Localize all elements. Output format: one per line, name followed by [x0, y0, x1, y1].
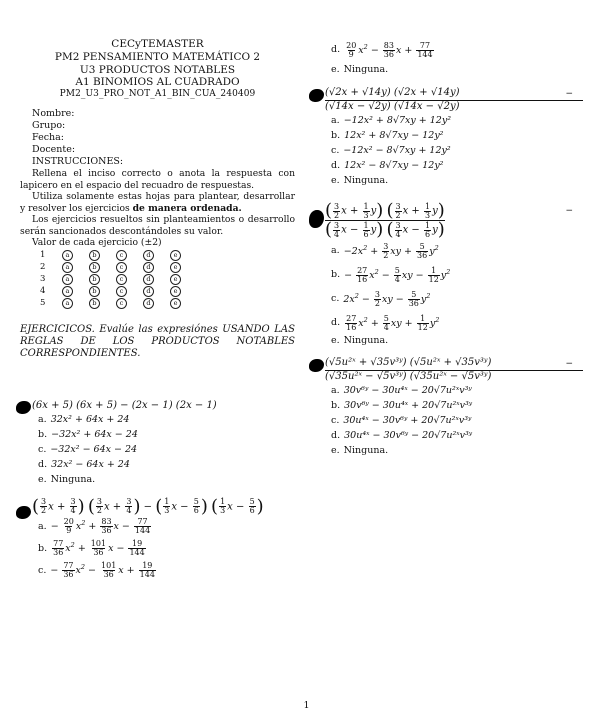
option-value: −12x² + 8√7xy + 12y² — [343, 114, 452, 126]
question-3-option-c[interactable] — [325, 143, 583, 158]
answer-bubble-e[interactable]: e — [170, 286, 181, 297]
question-4-option-e[interactable] — [325, 335, 583, 347]
instructions-p3: Los ejercicios resueltos sin planteamientos o desarrollo serán sancionados descontándoles su valor. — [20, 214, 295, 237]
question-4-option-d[interactable]: d. $\frac{27}{16}$ $x^2$ + $\frac{5}{4}$ xy + $\frac{1}{12}$ $y^2$ — [331, 313, 440, 332]
option-label: d. — [38, 459, 48, 471]
option-label: b. — [331, 269, 341, 281]
field-nombre[interactable]: Nombre: — [32, 108, 75, 120]
header-activity: A1 BINOMIOS AL CUADRADO — [75, 76, 240, 89]
answer-bubble-e[interactable]: e — [170, 298, 181, 309]
question-4-option-a[interactable]: a. $-2x^2$ + $\frac{3}{2}$ xy + $\frac{5}{36}$ $y^2$ — [331, 241, 439, 260]
question-4-dash: − — [565, 206, 573, 216]
option-value: Ninguna. — [343, 63, 389, 75]
option-value: 12x² − 8√7xy − 12y² — [344, 159, 444, 171]
question-1 — [20, 400, 295, 488]
page-number: 1 — [303, 700, 310, 711]
option-label: d. — [331, 317, 341, 329]
question-2-option-d[interactable]: d. $\frac{20}{9}$ $x^2$ − $\frac{83}{36}$ x + $\frac{77}{144}$ — [331, 40, 433, 59]
option-value: 32x² + 64x + 24 — [50, 414, 130, 426]
answer-bubble-c[interactable]: c — [116, 250, 127, 261]
question-1-option-c[interactable] — [32, 443, 295, 458]
option-label: e. — [331, 63, 340, 75]
question-3-option-a[interactable] — [325, 113, 583, 128]
question-1-option-e[interactable] — [32, 473, 295, 488]
option-label: d. — [331, 429, 341, 441]
option-value: 32x² − 64x + 24 — [51, 459, 130, 471]
option-label: e. — [331, 174, 340, 186]
option-label: a. — [331, 245, 340, 257]
option-value: 30v⁶ʸ − 30u⁴ˣ + 20√7u²ˣv³ʸ — [344, 399, 473, 411]
option-label: c. — [38, 444, 47, 456]
header-course: PM2 PENSAMIENTO MATEMÁTICO 2 — [54, 50, 261, 63]
question-5-numerator: (√5u²ˣ + √35v³ʸ) (√5u²ˣ + √35v³ʸ) — [325, 357, 492, 368]
question-3-option-e[interactable] — [325, 173, 583, 188]
question-4-option-b[interactable]: b. − $\frac{27}{16}$ $x^2$ − $\frac{5}{4}$ xy − $\frac{1}{12}$ $y^2$ — [331, 265, 451, 284]
exercises-text: Evalúe las expresiónes USANDO LAS REGLAS DE LOS PRODUCTOS NOTABLES CORRESPONDIENTES. — [20, 323, 295, 359]
question-2-expression: ( $\frac{3}{2}$ x + $\frac{3}{4}$ ) ( $\frac{3}{2}$ x + $\frac{3}{4}$ ) − ( $\frac{1}{3}$ x − $\frac{5}{6}$ ) ( $\frac{1}{3}$ x − $\frac{5}{6}$ ) — [32, 495, 264, 517]
answer-grid-row — [40, 262, 295, 274]
option-label: c. — [331, 293, 340, 305]
option-label: e. — [331, 335, 340, 347]
option-value: Ninguna. — [343, 444, 389, 456]
answer-bubble-b[interactable]: b — [89, 298, 100, 309]
question-5-option-d[interactable] — [325, 428, 583, 443]
question-5-option-c[interactable] — [325, 413, 583, 428]
option-value: 30u⁴ˣ − 30v⁶ʸ + 20√7u²ˣv³ʸ — [343, 414, 472, 426]
question-1-expression: (6x + 5) (6x + 5) − (2x − 1) (2x − 1) — [32, 400, 217, 412]
answer-bubble-e[interactable]: e — [170, 250, 181, 261]
answer-grid-row-number: 3 — [40, 274, 46, 285]
question-2-option-a[interactable]: a. − $\frac{20}{9}$ $x^2$ + $\frac{83}{36}$ x − $\frac{77}{144}$ — [38, 517, 151, 536]
filled-mark-icon — [309, 359, 324, 372]
question-5-option-e[interactable] — [325, 443, 583, 458]
header-unit: U3 PRODUCTOS NOTABLES — [79, 63, 236, 76]
answer-bubble-a[interactable]: a — [62, 286, 73, 297]
answer-bubble-c[interactable]: c — [116, 298, 127, 309]
question-1-option-a[interactable] — [32, 413, 295, 428]
option-label: d. — [331, 159, 341, 171]
option-value: 12x² + 8√7xy − 12y² — [344, 129, 444, 141]
option-label: a. — [38, 520, 47, 532]
filled-mark-icon — [16, 506, 31, 519]
question-4-option-c[interactable]: c. $2x^2$ − $\frac{3}{2}$ xy − $\frac{5}{36}$ $y^2$ — [331, 289, 431, 308]
exercises-heading — [20, 324, 295, 361]
question-5-option-b[interactable] — [325, 398, 583, 413]
answer-bubble-d[interactable]: d — [143, 250, 154, 261]
option-value: 30v⁶ʸ − 30u⁴ˣ − 20√7u²ˣv³ʸ — [343, 384, 472, 396]
question-5-option-a[interactable] — [325, 383, 583, 398]
question-2-option-c[interactable]: c. − $\frac{77}{36}$ $x^2$ − $\frac{101}{36}$ x + $\frac{19}{144}$ — [38, 561, 155, 580]
option-label: b. — [38, 542, 48, 554]
option-value: Ninguna. — [50, 474, 96, 486]
answer-grid-row-number: 5 — [40, 298, 46, 309]
filled-mark-icon — [16, 401, 31, 414]
option-value: Ninguna. — [343, 335, 389, 347]
instructions-p2-bold: de manera ordenada. — [132, 202, 242, 214]
question-3-option-b[interactable] — [325, 128, 583, 143]
answer-bubble-b[interactable]: b — [89, 286, 100, 297]
answer-bubble-d[interactable]: d — [143, 274, 154, 285]
answer-bubble-b[interactable]: b — [89, 250, 100, 261]
answer-bubble-d[interactable]: d — [143, 262, 154, 273]
instructions-p1: Rellena el inciso correcto o anota la respuesta con lapicero en el espacio del recuadro de respuestas. — [20, 168, 295, 191]
option-label: c. — [331, 144, 340, 156]
answer-grid-row-number: 1 — [40, 250, 46, 261]
field-grupo[interactable]: Grupo: — [32, 120, 66, 132]
answer-bubble-b[interactable]: b — [89, 262, 100, 273]
question-5-dash: − — [565, 359, 573, 369]
header-code: PM2_U3_PRO_NOT_A1_BIN_CUA_240409 — [59, 89, 256, 100]
option-value: −32x² − 64x − 24 — [50, 444, 138, 456]
answer-grid-row — [40, 286, 295, 298]
instructions-p2-text: Utiliza solamente estas hojas para plantear, desarrollar y resolver los ejercicios — [20, 191, 295, 214]
answer-bubble-e[interactable]: e — [170, 262, 181, 273]
answer-bubble-a[interactable]: a — [62, 298, 73, 309]
filled-mark-icon — [309, 210, 324, 228]
right-column — [313, 38, 583, 458]
question-2-continued — [313, 38, 583, 77]
answer-bubble-c[interactable]: c — [116, 274, 127, 285]
question-3-option-d[interactable] — [325, 158, 583, 173]
answer-bubble-e[interactable]: e — [170, 274, 181, 285]
question-4-numerator: ( $\frac{3}{2}$ x + $\frac{1}{3}$ y) ( $\frac{3}{2}$ x + $\frac{1}{3}$ y) — [325, 200, 445, 221]
document-header — [20, 38, 295, 100]
option-label: a. — [38, 414, 47, 426]
exercise-value: Valor de cada ejercicio (±2) — [32, 237, 162, 249]
option-label: c. — [38, 564, 47, 576]
option-value: −12x² − 8√7xy + 12y² — [343, 144, 451, 156]
question-2-option-e[interactable] — [325, 62, 583, 77]
option-label: b. — [331, 129, 341, 141]
question-3-numerator: (√2x + √14y) (√2x + √14y) — [325, 87, 460, 98]
option-label: e. — [331, 444, 340, 456]
question-5-denominator: (√35u²ˣ − √5v³ʸ) (√35u²ˣ − √5v³ʸ) — [325, 370, 583, 384]
option-value: 30u⁴ˣ − 30v⁶ʸ − 20√7u²ˣv³ʸ — [344, 429, 473, 441]
answer-bubble-c[interactable]: c — [116, 262, 127, 273]
option-label: a. — [331, 384, 340, 396]
option-label: b. — [38, 429, 48, 441]
answer-grid-row-number: 2 — [40, 262, 46, 273]
option-label: d. — [331, 44, 341, 56]
left-column — [20, 38, 295, 582]
field-fecha[interactable]: Fecha: — [32, 132, 64, 144]
answer-bubble-a[interactable]: a — [62, 250, 73, 261]
question-1-option-b[interactable] — [32, 428, 295, 443]
instructions-title: INSTRUCCIONES: — [32, 156, 124, 168]
question-4 — [313, 202, 583, 347]
answer-bubble-b[interactable]: b — [89, 274, 100, 285]
student-fields — [20, 108, 295, 156]
question-2-option-b[interactable]: b. $\frac{77}{36}$ $x^2$ + $\frac{101}{36}$ x − $\frac{19}{144}$ — [38, 539, 145, 558]
question-4-denominator: ( $\frac{3}{4}$ x − $\frac{1}{6}$ y) ( $\frac{3}{4}$ x − $\frac{1}{6}$ y) — [325, 219, 445, 240]
option-label: c. — [331, 414, 340, 426]
question-1-option-d[interactable] — [32, 458, 295, 473]
option-label: e. — [38, 474, 47, 486]
header-org: CECyTEMASTER — [111, 38, 204, 50]
option-value: −32x² + 64x − 24 — [51, 429, 138, 441]
answer-bubble-a[interactable]: a — [62, 262, 73, 273]
answer-bubble-d[interactable]: d — [143, 286, 154, 297]
filled-mark-icon — [309, 89, 324, 102]
question-3-denominator: (√14x − √2y) (√14x − √2y) — [325, 100, 583, 114]
question-5 — [313, 357, 583, 458]
exercises-title: EJERCICICOS. — [20, 323, 95, 335]
question-3 — [313, 87, 583, 188]
question-3-dash: − — [565, 89, 573, 99]
answer-bubble-a[interactable]: a — [62, 274, 73, 285]
answer-bubble-d[interactable]: d — [143, 298, 154, 309]
option-value: Ninguna. — [343, 174, 389, 186]
answer-grid — [40, 250, 295, 310]
answer-grid-row — [40, 274, 295, 286]
option-label: a. — [331, 114, 340, 126]
answer-bubble-c[interactable]: c — [116, 286, 127, 297]
answer-grid-row — [40, 250, 295, 262]
question-2 — [20, 495, 295, 582]
option-label: b. — [331, 399, 341, 411]
instructions-p2 — [20, 191, 295, 214]
answer-grid-row — [40, 298, 295, 310]
field-docente[interactable]: Docente: — [32, 144, 76, 156]
answer-grid-row-number: 4 — [40, 286, 46, 297]
